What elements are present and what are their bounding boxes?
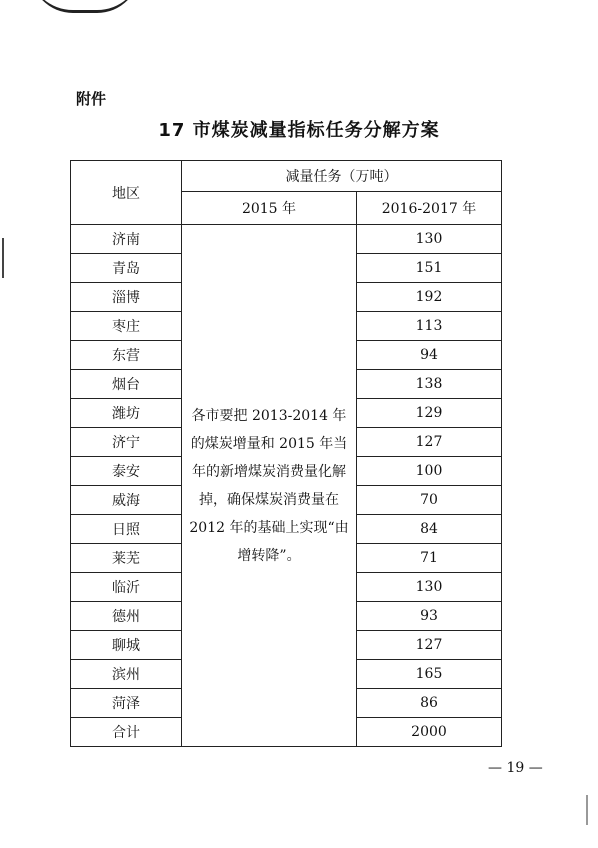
- value-2016-2017-cell: 127: [357, 631, 502, 660]
- note-2015-cell: 各市要把 2013-2014 年的煤炭增量和 2015 年当年的新增煤炭消费量化解掉，确保煤炭消费量在 2012 年的基础上实现“由增转降”。: [182, 225, 357, 747]
- region-cell: 滨州: [71, 660, 182, 689]
- value-2016-2017-cell: 138: [357, 370, 502, 399]
- scan-artifact-arc: [30, 0, 140, 13]
- page-number: — 19 —: [488, 760, 543, 776]
- scan-artifact-left: [2, 238, 4, 278]
- region-cell: 济宁: [71, 428, 182, 457]
- value-2016-2017-cell: 130: [357, 225, 502, 254]
- value-2016-2017-cell: 129: [357, 399, 502, 428]
- region-cell: 泰安: [71, 457, 182, 486]
- region-cell: 潍坊: [71, 399, 182, 428]
- value-2016-2017-cell: 71: [357, 544, 502, 573]
- header-2015: 2015 年: [182, 192, 357, 225]
- value-2016-2017-cell: 93: [357, 602, 502, 631]
- value-2016-2017-cell: 100: [357, 457, 502, 486]
- region-cell: 德州: [71, 602, 182, 631]
- value-2016-2017-cell: 130: [357, 573, 502, 602]
- region-cell: 临沂: [71, 573, 182, 602]
- value-2016-2017-cell: 127: [357, 428, 502, 457]
- header-region: 地区: [71, 161, 182, 225]
- value-2016-2017-cell: 192: [357, 283, 502, 312]
- region-cell: 日照: [71, 515, 182, 544]
- header-2016-2017: 2016-2017 年: [357, 192, 502, 225]
- value-2016-2017-cell: 151: [357, 254, 502, 283]
- value-2016-2017-cell: 113: [357, 312, 502, 341]
- value-2016-2017-cell: 70: [357, 486, 502, 515]
- value-2016-2017-cell: 86: [357, 689, 502, 718]
- region-cell: 淄博: [71, 283, 182, 312]
- attachment-label: 附件: [76, 90, 107, 108]
- region-cell: 济南: [71, 225, 182, 254]
- region-cell: 东营: [71, 341, 182, 370]
- region-cell: 菏泽: [71, 689, 182, 718]
- quota-table: [70, 160, 502, 747]
- value-2016-2017-cell: 165: [357, 660, 502, 689]
- value-2016-2017-cell: 84: [357, 515, 502, 544]
- scan-artifact-right: [586, 795, 588, 825]
- region-cell: 青岛: [71, 254, 182, 283]
- total-value-cell: 2000: [357, 718, 502, 747]
- table-row: [71, 225, 502, 254]
- region-cell: 烟台: [71, 370, 182, 399]
- value-2016-2017-cell: 94: [357, 341, 502, 370]
- region-cell: 莱芜: [71, 544, 182, 573]
- table-body: [71, 225, 502, 747]
- total-label-cell: 合计: [71, 718, 182, 747]
- header-reduction-task: 减量任务（万吨）: [182, 161, 502, 192]
- region-cell: 威海: [71, 486, 182, 515]
- page-title: 17 市煤炭减量指标任务分解方案: [158, 120, 440, 141]
- region-cell: 聊城: [71, 631, 182, 660]
- region-cell: 枣庄: [71, 312, 182, 341]
